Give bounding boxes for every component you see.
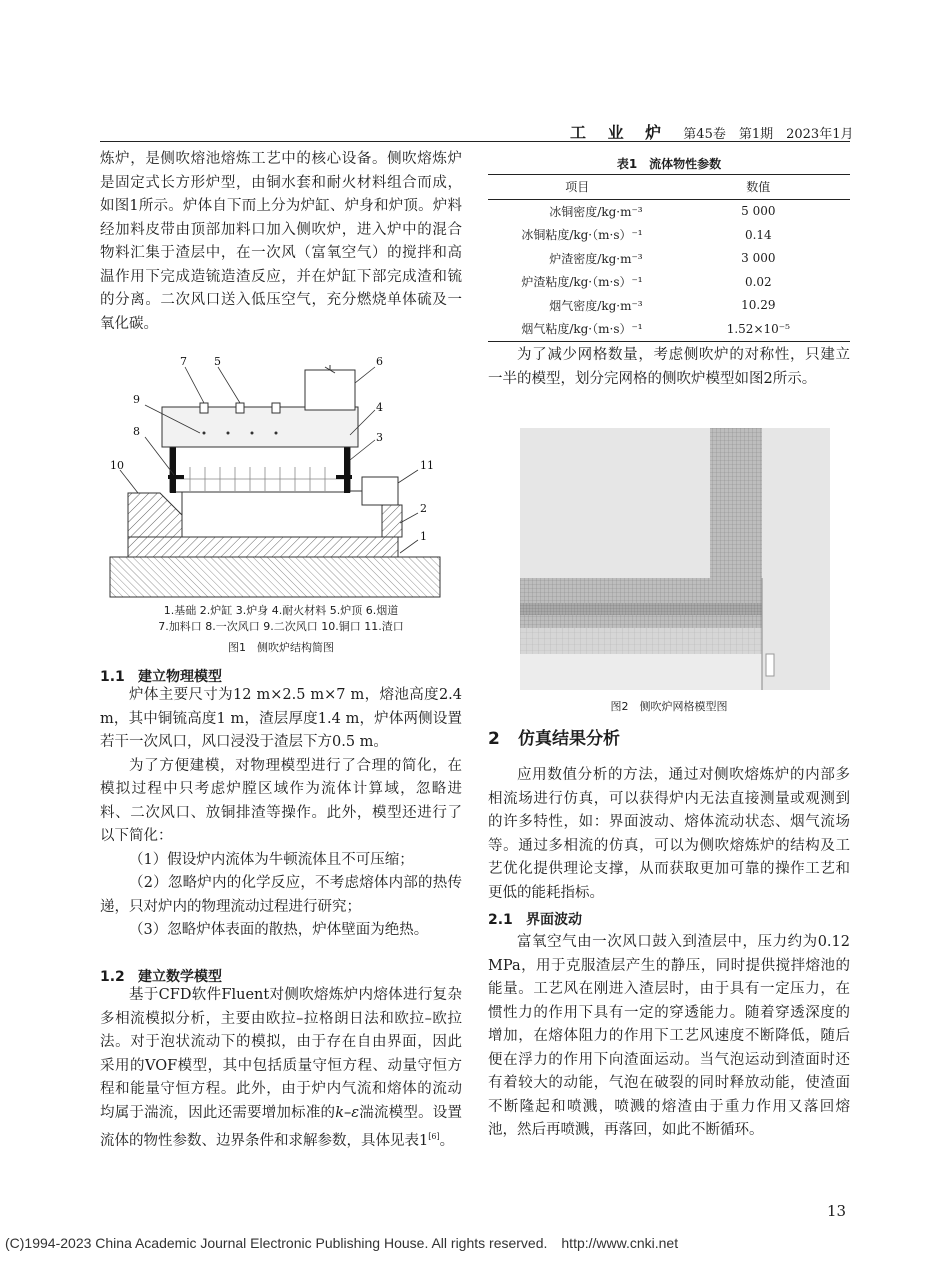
issue-info: 第45卷 第1期 2023年1月 bbox=[683, 127, 854, 142]
section-2-p1: 应用数值分析的方法，通过对侧吹熔炼炉的内部多相流场进行仿真，可以获得炉内无法直接测量或观测到的许多特性，如：界面波动、熔体流动状态、烟气流场等。通过多相流的仿真，可以为侧吹熔炼炉的结构及工艺优化提供理论支撑，从而获取更加可靠的操作工艺和更低的能耗指标。 bbox=[488, 767, 850, 901]
running-head bbox=[570, 120, 853, 143]
section-1-1-title: 建立物理模型 bbox=[138, 669, 222, 685]
table-cell: 烟气粘度/kg·（m·s）⁻¹ bbox=[488, 317, 667, 341]
label-11: 11 bbox=[420, 459, 434, 472]
table-row bbox=[488, 270, 850, 294]
section-2-1-num: 2.1 bbox=[488, 912, 513, 928]
table-cell: 烟气密度/kg·m⁻³ bbox=[549, 298, 643, 313]
furnace-structure-diagram bbox=[100, 355, 462, 605]
label-10: 10 bbox=[110, 459, 124, 472]
table-cell: 冰铜粘度/kg·（m·s）⁻¹ bbox=[521, 228, 643, 243]
mesh-intro-text: 为了减少网格数量，考虑侧吹炉的对称性，只建立一半的模型，划分完网格的侧吹炉模型如图2所示。 bbox=[488, 347, 850, 387]
figure1-legend-line2: 7.加料口 8.一次风口 9.二次风口 10.铜口 11.渣口 bbox=[158, 620, 404, 633]
journal-name: 工 业 炉 bbox=[570, 123, 670, 142]
simplification-item-2: （2）忽略炉内的化学反应，不考虑熔体内部的热传递，只对炉内的物理流动过程进行研究； bbox=[100, 875, 462, 915]
table-header-row bbox=[488, 175, 850, 200]
mesh-model-image bbox=[520, 428, 830, 690]
flue-mesh bbox=[710, 428, 762, 578]
simplification-item-3: （3）忽略炉体表面的散热，炉体壁面为绝热。 bbox=[129, 922, 429, 938]
figure1-caption: 图1 侧吹炉结构简图 bbox=[228, 641, 334, 654]
hearth-mesh bbox=[520, 628, 762, 654]
section-2-title: 仿真结果分析 bbox=[518, 729, 620, 749]
table-header-item: 项目 bbox=[488, 175, 667, 200]
flue bbox=[305, 370, 355, 410]
figure2 bbox=[520, 428, 830, 690]
feed-port-2 bbox=[236, 403, 244, 413]
table-cell: 0.14 bbox=[744, 227, 772, 242]
table-cell: 炉渣粘度/kg·（m·s）⁻¹ bbox=[521, 275, 643, 290]
table-cell: 0.02 bbox=[744, 274, 772, 289]
section-1-1-num: 1.1 bbox=[100, 669, 125, 685]
label-7: 7 bbox=[180, 355, 187, 368]
foundation bbox=[110, 557, 440, 597]
page-number: 13 bbox=[827, 1202, 847, 1220]
hearth-base bbox=[128, 537, 398, 557]
section-1-2-text-c: 。 bbox=[439, 1132, 455, 1149]
simplification-item-1: （1）假设炉内流体为牛顿流体且不可压缩； bbox=[129, 851, 414, 868]
section-2-body bbox=[488, 764, 850, 905]
figure2-caption: 图2 侧吹炉网格模型图 bbox=[610, 700, 728, 713]
figure1 bbox=[100, 355, 462, 605]
table-cell: 10.29 bbox=[741, 298, 776, 313]
table-row bbox=[488, 294, 850, 318]
table-row bbox=[488, 223, 850, 247]
feed-port-1 bbox=[200, 403, 208, 413]
section-1-2-body bbox=[100, 984, 462, 1153]
section-1-2-num: 1.2 bbox=[100, 969, 125, 985]
header-rule bbox=[100, 141, 850, 142]
table-cell: 冰铜密度/kg·m⁻³ bbox=[549, 204, 643, 219]
label-8: 8 bbox=[133, 425, 140, 438]
feed-port-3 bbox=[272, 403, 280, 413]
right-jacket bbox=[344, 445, 350, 493]
label-2: 2 bbox=[420, 502, 427, 515]
table-cell: 5 000 bbox=[741, 204, 776, 219]
label-3: 3 bbox=[376, 431, 383, 444]
figure1-legend-line1: 1.基础 2.炉缸 3.炉身 4.耐火材料 5.炉顶 6.烟道 bbox=[163, 604, 399, 617]
hearth-interior bbox=[182, 491, 382, 537]
table-row bbox=[488, 317, 850, 341]
label-5: 5 bbox=[214, 355, 221, 368]
section-1-1-p2: 为了方便建模，对物理模型进行了合理的简化，在模拟过程中只考虑炉膛区域作为流体计算域，忽略进料、二次风口、放铜排渣等操作。此外，模型还进行了以下简化： bbox=[100, 757, 462, 844]
intro-text: 炼炉，是侧吹熔池熔炼工艺中的核心设备。侧吹熔炼炉是固定式长方形炉型，由铜水套和耐火材料组合而成，如图1所示。炉体自下而上分为炉缸、炉身和炉顶。炉料经加料皮带由顶部加料口加入侧吹炉，进入炉中的混合物料汇集于渣层中，在一次风（富氧空气）的搅拌和高温作用下完成造锍造渣反应，并在炉缸下部完成渣和锍的分离。二次风口送入低压空气，充分燃烧单体硫及一氧化碳。 bbox=[100, 151, 462, 332]
table-cell: 1.52×10⁻⁵ bbox=[667, 317, 850, 341]
label-1: 1 bbox=[420, 530, 427, 543]
mesh-intro-paragraph bbox=[488, 344, 850, 391]
section-2-1-heading bbox=[488, 909, 582, 929]
section-1-1-p1: 炉体主要尺寸为12 m×2.5 m×7 m，熔池高度2.4 m，其中铜锍高度1 m，渣层厚度1.4 m，炉体两侧设置若干一次风口，风口浸没于渣层下方0.5 m。 bbox=[100, 687, 462, 750]
left-jacket bbox=[170, 445, 176, 493]
table-cell: 3 000 bbox=[741, 251, 776, 266]
section-2-1-title: 界面波动 bbox=[526, 912, 582, 928]
section-1-2-p1 bbox=[100, 984, 462, 1153]
label-9: 9 bbox=[133, 393, 140, 406]
section-2-1-body bbox=[488, 931, 850, 1143]
table-row bbox=[488, 199, 850, 223]
intro-paragraph bbox=[100, 148, 462, 336]
table-row bbox=[488, 247, 850, 271]
section-1-2-title: 建立数学模型 bbox=[138, 969, 222, 985]
fluid-properties-table bbox=[488, 174, 850, 342]
table-header-value: 数值 bbox=[667, 175, 850, 200]
hearth-right-wall bbox=[382, 505, 402, 537]
reference-6: [6] bbox=[428, 1132, 440, 1141]
figure1-legend bbox=[100, 603, 462, 635]
slag-port bbox=[362, 477, 398, 505]
section-1-2-text-a: 基于CFD软件Fluent对侧吹熔炼炉内熔体进行复杂多相流模拟分析，主要由欧拉–拉格朗日法和欧拉–欧拉法。对于泡状流动下的模拟，由于存在自由界面，因此采用的VOF模型，其中包括质量守恒方程、动量守恒方程和能量守恒方程。此外，由于炉内气流和熔体的流动均属于湍流，因此还需要增加标准的 bbox=[100, 987, 462, 1121]
section-2-heading bbox=[488, 724, 620, 749]
section-1-1-body bbox=[100, 684, 462, 943]
section-2-num: 2 bbox=[488, 729, 500, 749]
table-cell: 炉渣密度/kg·m⁻³ bbox=[549, 251, 643, 266]
section-2-1-p1: 富氧空气由一次风口鼓入到渣层中，压力约为0.12 MPa，用于克服渣层产生的静压，同时提供搅拌熔池的能量。工艺风在刚进入渣层时，由于具有一定压力，在惯性力的作用下具有一定的穿透能力。随着穿透深度的增加，在熔体阻力的作用下工艺风速度不断降低，随后便在浮力的作用下向渣面运动。当气泡运动到渣面时还有着较大的动能，气泡在破裂的同时释放动能，使渣面不断隆起和喷溅，喷溅的熔渣由于重力作用又落回熔池，然后再喷溅，再落回，如此不断循环。 bbox=[488, 934, 850, 1138]
copyright-footer: (C)1994-2023 China Academic Journal Electronic Publishing House. All rights reserved. http://www.cnki.net bbox=[5, 1235, 679, 1251]
hearth-left-wall bbox=[128, 493, 182, 537]
label-6: 6 bbox=[376, 355, 383, 368]
section-1-2-heading bbox=[100, 966, 222, 986]
k-epsilon: k–ε bbox=[335, 1104, 360, 1121]
section-1-1-heading bbox=[100, 666, 222, 686]
table1-caption: 表1 流体物性参数 bbox=[616, 157, 722, 171]
label-4: 4 bbox=[376, 401, 383, 414]
section-1-2-text-b: 湍流模型。设置流体的物性参数、边界条件和求解参数，具体见表1 bbox=[100, 1104, 462, 1149]
furnace-roof bbox=[162, 407, 358, 447]
